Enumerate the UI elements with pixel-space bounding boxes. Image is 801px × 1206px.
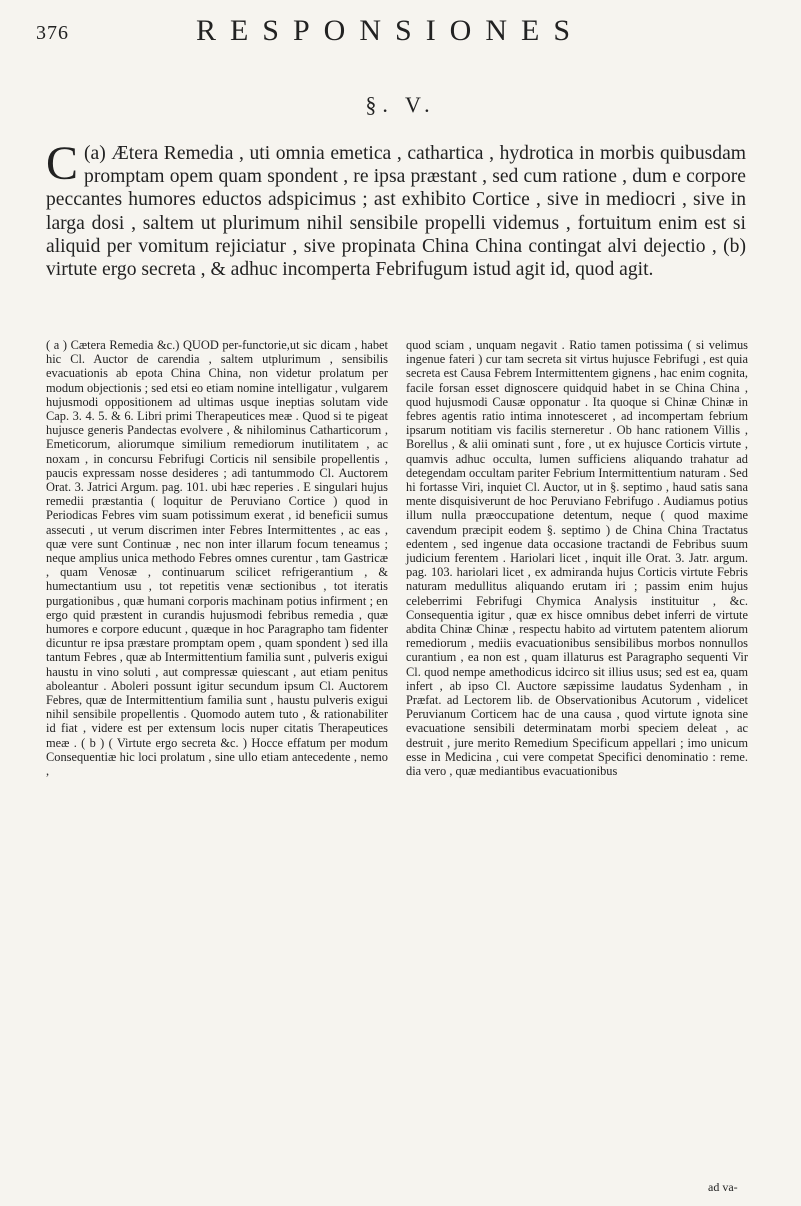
section-mark: §. V. (365, 92, 436, 117)
main-text (46, 137, 747, 281)
footnotes (46, 338, 748, 778)
footnote-left-column: ( a ) Cætera Remedia &c.) QUOD per-functorie,ut sic dicam , habet hic Cl. Auctor de carendia , saltem utplurimum , sensibilis evacuationis ab epota China China, non videtur prolatum per modum objectionis ; sed etsi eo etiam nomine intelligatur , vulgarem hujusmodi oppositionem ad ultimas usque ineptias solutam vide Cap. 3. 4. 5. & 6. Libri primi Therapeutices meæ . Quod si te pigeat hujusce generis Pandectas evolvere , & nihilominus Catharticorum , Emeticorum, aliorumque similium remediorum inutilitatem , ac noxam , in concursu Febrifugi Corticis nil sensibile propellentis , paucis expressam nosse desideres ; adi tantummodo Cl. Auctorem Orat. 3. Jatrici Argum. pag. 101. ubi hæc reperies . E singulari hujus remedii præstantia ( loquitur de Peruviano Cortice ) quod in Periodicas Febres vim suam potissimum exerat , id beneficii sumus assecuti , ut verum discrimen inter Febres Intermittentes , ac eas , quæ vere sunt Continuæ , nec non inter illarum focum teneamus ; neque amplius unica methodo Febres omnes curentur , tam Gastricæ , quam Venosæ , continuarum scilicet refrigerantium , & humectantium usu , tot repetitis venæ sectionibus , tot iteratis purgationibus , quæ humani corporis machinam potius infirment ; en ergo quid præstent in curandis hujusmodi febribus remedia , quæ humores e corpore educunt , quæque in hoc Paragrapho tam fidenter dicuntur re ipsa præstare promptam opem , quam spondent ) sed illa tantum Febres , quæ ab Intermittentium familia sunt , pulveris exigui haustu in vino soluti , aut compressæ quiescant , aut etiam penitus aboleantur . Aboleri possunt igitur secundum ipsum Cl. Auctorem Febres, quæ de Intermittentium familia sunt , haustu pulveris exigui nihil sensibile propellentis . Quomodo autem tuto , & rationabiliter id fiat , videre est per extensum locis nuper citatis Therapeutices meæ . ( b ) ( Virtute ergo secreta &c. ) Hocce effatum per modum Consequentiæ hic loci prolatum , sine ullo etiam antecedente , nemo , (46, 338, 388, 779)
main-text-body: Ætera Remedia , uti omnia emetica , cathartica , hydrotica in morbis quibusdam promptam opem quam spondent , re ipsa præstant , sed cum ratione , dum e corpore peccantes humores eductos adspicimus ; ast exhibito Cortice , sive in mediocri , sive in larga dosi , saltem ut plurimum nihil sensibile propelli videmus , fortuitum enim est si aliquid per vomitum rejiciatur , sive propinata China China contingat alvi dejectio , (b) virtute ergo secreta , & adhuc incomperta Febrifugum istud agit id, quod agit. (46, 143, 747, 281)
running-head: RESPONSIONES (195, 14, 585, 47)
drop-initial: C (46, 137, 79, 190)
footnote-right-column: quod sciam , unquam negavit . Ratio tamen potissima ( si velimus ingenue fateri ) cur tam secreta sit virtus hujusce Febrifugi , est quia secreta est Causa Febrem Intermittentem gignens , hac enim cognita, facile forsan esset dignoscere quidquid habet in se China China , quod hujusmodi Causæ opponatur . Ita quoque si Chinæ Chinæ in febres agentis ratio intima innotesceret , ad incompertam febrium ipsarum notitiam vis facilis sterneretur . Ob hanc rationem Villis , Borellus , & alii ominati sunt , fore , ut ex hujusce Corticis virtute , quamvis adhuc occulta, lumen sufficiens aliquando trahatur ad detegendam occultam pariter Febrium Intermittentium naturam . Sed hi fortasse Viri, inquiet Cl. Auctor, ut in §. septimo , haud satis sana mente disquisiverunt de hoc Peruviano Febrifugo . Audiamus potius illum nulla præoccupatione detentum, neque ( quod maxime cavendum præcipit eodem §. septimo ) de China China Tractatus edentem , sed ingenue data occasione tractandi de Febribus suum judicium ferentem . Hariolari licet , inquit ille Orat. 3. Jatr. argum. pag. 103. hariolari licet , ex admiranda hujus Corticis virtute Febris naturam medullitus aliquando erutam iri ; passim enim hujus celeberrimi Febrifugi Chymica Analysis instituitur , &c. Consequentia igitur , quæ ex hisce omnibus debet inferri de virtute abdita Chinæ Chinæ , respectu habito ad virtutem patentem aliorum remediorum , mediis evacuationibus sensibilibus morbos nonnullos curantium , ea non est , quam illaturus est Paragrapho sequenti Vir Cl. quod nempe amethodicus idcirco sit illius usus; sed est ea, quam infert , ab ipso Cl. Auctore sæpissime laudatus Sydenham , in Præfat. ad Lectorem lib. de Observationibus Acutorum , videlicet Peruvianum Corticem hac de una causa , quod virtute ignota sine evacuatione sensibili determinatam morbi speciem deleat , ac destruit , jure merito Remedium Specificum appellari ; imo unicum esse in Medicina , cui vere competat Specifici denominatio : reme. dia vero , quæ mediantibus evacuationibus (406, 338, 748, 779)
footnote-marker: (a) (84, 143, 106, 164)
catchword: ad va- (708, 1180, 738, 1194)
page-number: 376 (36, 22, 69, 44)
